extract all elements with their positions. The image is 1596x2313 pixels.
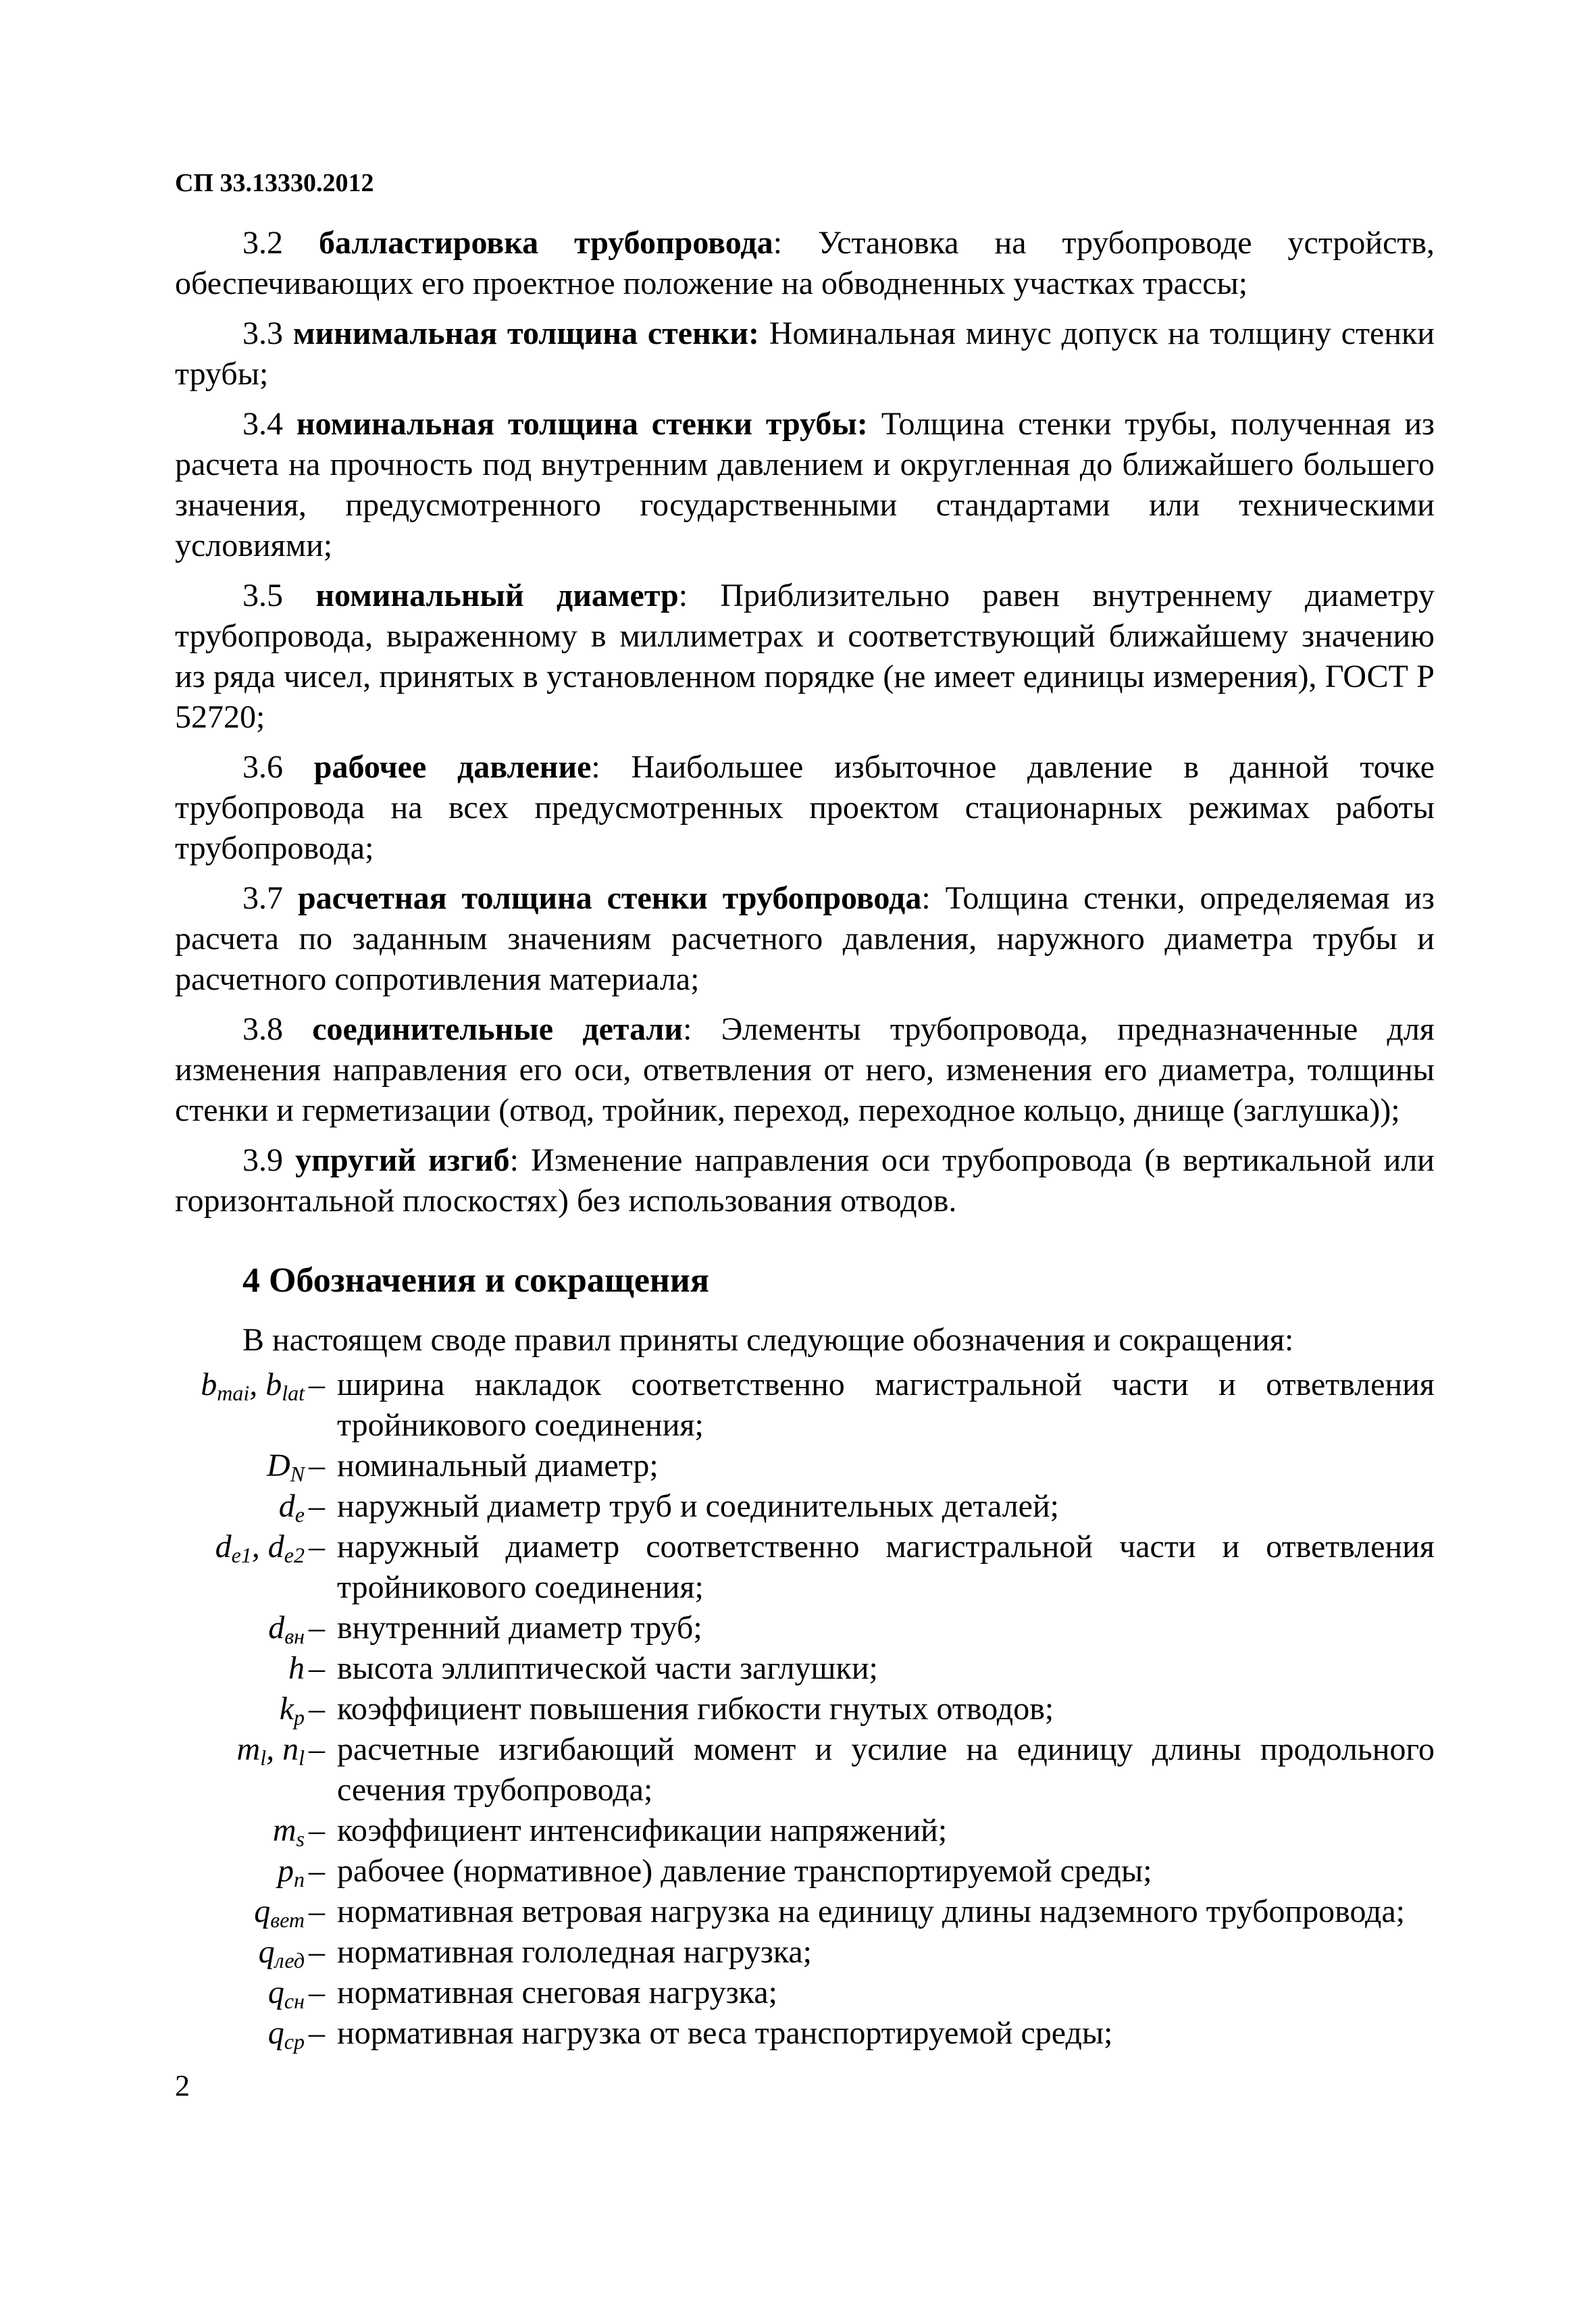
symbol-dash: –: [309, 1691, 325, 1727]
symbols-list: [168, 1365, 1435, 2054]
definition-term: упругий изгиб: [295, 1142, 510, 1178]
definition-item: [175, 1009, 1435, 1131]
definition-text: Установка на трубопроводе устройств, обеспечивающих его проектное положение на обводненных участках трассы;: [175, 225, 1435, 301]
definitions-list: [175, 223, 1435, 1221]
definition-item: [175, 1140, 1435, 1221]
definition-separator: :: [678, 578, 688, 613]
symbol-row: [168, 1446, 1435, 1486]
symbol-second: b: [265, 1367, 282, 1402]
definition-number: 3.7: [242, 880, 283, 916]
symbol-subscript: l: [260, 1746, 267, 1770]
symbol-definition: внутренний диаметр труб;: [337, 1610, 702, 1646]
symbol-dash: –: [309, 1448, 325, 1483]
definition-separator: :: [921, 880, 931, 916]
symbol-subscript: mai: [217, 1381, 250, 1405]
main-content: [175, 223, 1435, 2054]
definition-term: рабочее давление: [313, 749, 592, 785]
definition-term: расчетная толщина стенки трубопровода: [297, 880, 922, 916]
symbol-subscript: p: [294, 1705, 305, 1729]
definition-term: номинальный диаметр: [315, 578, 679, 613]
symbol-subscript: ср: [284, 2029, 305, 2054]
symbol-main: d: [278, 1488, 295, 1524]
symbol-subscript: N: [290, 1462, 305, 1486]
symbol-dash: –: [309, 1731, 325, 1767]
symbol: [168, 2013, 337, 2054]
symbol-definition: коэффициент интенсификации напряжений;: [337, 1812, 948, 1848]
symbol: [168, 1973, 337, 2013]
symbol-dash: –: [309, 2015, 325, 2051]
symbol: [168, 1810, 337, 1851]
symbol: [168, 1689, 337, 1729]
definition-item: [175, 576, 1435, 738]
symbol-row: [168, 1527, 1435, 1608]
symbol-main: d: [215, 1529, 232, 1565]
symbol-definition: номинальный диаметр;: [337, 1448, 659, 1483]
definition-item: [175, 223, 1435, 304]
symbol-main: d: [268, 1610, 285, 1646]
symbol-row: [168, 1891, 1435, 1932]
symbol-dash: –: [309, 1367, 325, 1402]
symbol-main: h: [288, 1650, 305, 1686]
definition-number: 3.9: [242, 1142, 283, 1178]
symbol-second-subscript: lat: [282, 1381, 305, 1405]
symbol-definition: высота эллиптической части заглушки;: [337, 1650, 878, 1686]
symbol-row: [168, 1648, 1435, 1689]
symbol: [168, 1527, 337, 1567]
definition-term: соединительные детали: [312, 1011, 684, 1047]
symbol-subscript: лед: [274, 1948, 305, 1973]
symbol-separator: ,: [266, 1731, 283, 1767]
definition-text: Элементы трубопровода, предназначенные для изменения направления его оси, ответвления от него, изменения его диаметра, толщины стенки и герметизации (отвод, тройник, переход, переходное кольцо, днище (заглушка));: [175, 1011, 1435, 1128]
symbol-row: [168, 1810, 1435, 1851]
symbol-definition: наружный диаметр соответственно магистральной части и ответвления тройникового соединения;: [337, 1529, 1435, 1605]
symbol: [168, 1932, 337, 1973]
symbol-dash: –: [309, 1488, 325, 1524]
definition-item: [175, 404, 1435, 566]
symbol-definition: нормативная снеговая нагрузка;: [337, 1975, 777, 2010]
symbol-definition: нормативная гололедная нагрузка;: [337, 1934, 813, 1970]
document-code-header: СП 33.13330.2012: [175, 169, 374, 197]
symbol-dash: –: [309, 1529, 325, 1565]
definition-separator: :: [683, 1011, 692, 1047]
definition-separator: :: [509, 1142, 519, 1178]
symbol-dash: –: [309, 1610, 325, 1646]
symbol-row: [168, 1973, 1435, 2013]
symbol-definition: нормативная нагрузка от веса транспортируемой среды;: [337, 2015, 1113, 2051]
definition-number: 3.5: [242, 578, 283, 613]
symbol-subscript: вн: [284, 1624, 305, 1648]
definition-item: [175, 313, 1435, 395]
symbol: [168, 1486, 337, 1527]
symbol: [168, 1648, 337, 1689]
symbol-definition: коэффициент повышения гибкости гнутых отводов;: [337, 1691, 1054, 1727]
symbol-separator: ,: [249, 1367, 266, 1402]
definition-term: минимальная толщина стенки:: [292, 315, 760, 351]
symbol-row: [168, 1729, 1435, 1810]
symbol-subscript: сн: [284, 1989, 305, 2013]
symbol-main: q: [254, 1893, 271, 1929]
symbol-second: d: [267, 1529, 284, 1565]
symbol-dash: –: [309, 1975, 325, 2010]
symbol-main: k: [279, 1691, 294, 1727]
definition-text: Приблизительно равен внутреннему диаметру трубопровода, выраженному в миллиметрах и соответствующий ближайшему значению из ряда чисел, принятых в установленном порядке (не имеет единицы измерения), ГОСТ Р 52720;: [175, 578, 1435, 735]
symbol-subscript: n: [294, 1867, 305, 1891]
symbol-main: q: [267, 2015, 284, 2051]
symbol-definition: наружный диаметр труб и соединительных деталей;: [337, 1488, 1059, 1524]
symbol-main: D: [266, 1448, 290, 1483]
page-number: 2: [175, 2069, 190, 2102]
symbol-row: [168, 1689, 1435, 1729]
symbol-dash: –: [309, 1853, 325, 1889]
symbol: [168, 1446, 337, 1486]
symbol-subscript: e1: [231, 1543, 252, 1567]
symbol-definition: ширина накладок соответственно магистральной части и ответвления тройникового соединения;: [337, 1367, 1435, 1443]
symbol-dash: –: [309, 1934, 325, 1970]
symbol-dash: –: [309, 1812, 325, 1848]
symbol-definition: расчетные изгибающий момент и усилие на единицу длины продольного сечения трубопровода;: [337, 1731, 1435, 1808]
definition-text: Толщина стенки, определяемая из расчета по заданным значениям расчетного давления, наружного диаметра трубы и расчетного сопротивления материала;: [175, 880, 1435, 997]
symbol-main: p: [278, 1853, 294, 1889]
definition-number: 3.4: [242, 406, 283, 442]
symbol-main: q: [258, 1934, 275, 1970]
definition-number: 3.3: [242, 315, 283, 351]
section-intro: В настоящем своде правил приняты следующие обозначения и сокращения:: [242, 1322, 1294, 1358]
definition-text: Толщина стенки трубы, полученная из расчета на прочность под внутренним давлением и округленная до ближайшего большего значения, предусмотренного государственными стандартами или техническими условиями;: [175, 406, 1435, 563]
symbol-subscript: s: [296, 1827, 305, 1851]
symbol: [168, 1891, 337, 1932]
symbol-subscript: вет: [270, 1908, 305, 1932]
definition-number: 3.8: [242, 1011, 283, 1047]
symbol-second-subscript: e2: [284, 1543, 305, 1567]
definition-number: 3.6: [242, 749, 283, 785]
definition-text: Изменение направления оси трубопровода (в вертикальной или горизонтальной плоскостях) без использования отводов.: [175, 1142, 1435, 1219]
symbol-dash: –: [309, 1893, 325, 1929]
symbol-main: b: [201, 1367, 217, 1402]
symbol-row: [168, 1851, 1435, 1891]
symbol-definition: рабочее (нормативное) давление транспортируемой среды;: [337, 1853, 1152, 1889]
definition-separator: :: [773, 225, 783, 261]
symbol: [168, 1729, 337, 1770]
definition-term: балластировка трубопровода: [318, 225, 773, 261]
symbol-separator: ,: [251, 1529, 268, 1565]
symbol-subscript: e: [294, 1502, 305, 1527]
symbol-second-subscript: l: [299, 1746, 305, 1770]
section-title: 4 Обозначения и сокращения: [242, 1261, 709, 1300]
symbol-row: [168, 2013, 1435, 2054]
definition-text: Наибольшее избыточное давление в данной точке трубопровода на всех предусмотренных проектом стационарных режимах работы трубопровода;: [175, 749, 1435, 866]
symbol-main: m: [236, 1731, 261, 1767]
symbol-row: [168, 1486, 1435, 1527]
symbol: [168, 1851, 337, 1891]
definition-term: номинальная толщина стенки трубы:: [296, 406, 868, 442]
symbol-row: [168, 1365, 1435, 1446]
symbol-main: m: [272, 1812, 297, 1848]
symbol-main: q: [267, 1975, 284, 2010]
definition-number: 3.2: [242, 225, 283, 261]
definition-separator: :: [591, 749, 600, 785]
symbol-row: [168, 1608, 1435, 1648]
definition-item: [175, 747, 1435, 869]
definition-item: [175, 878, 1435, 1000]
symbol-definition: нормативная ветровая нагрузка на единицу длины надземного трубопровода;: [337, 1893, 1406, 1929]
symbol: [168, 1608, 337, 1648]
symbol-dash: –: [309, 1650, 325, 1686]
symbol-second: n: [282, 1731, 299, 1767]
symbol-row: [168, 1932, 1435, 1973]
symbol: [168, 1365, 337, 1405]
definition-text: Номинальная минус допуск на толщину стенки трубы;: [175, 315, 1435, 392]
